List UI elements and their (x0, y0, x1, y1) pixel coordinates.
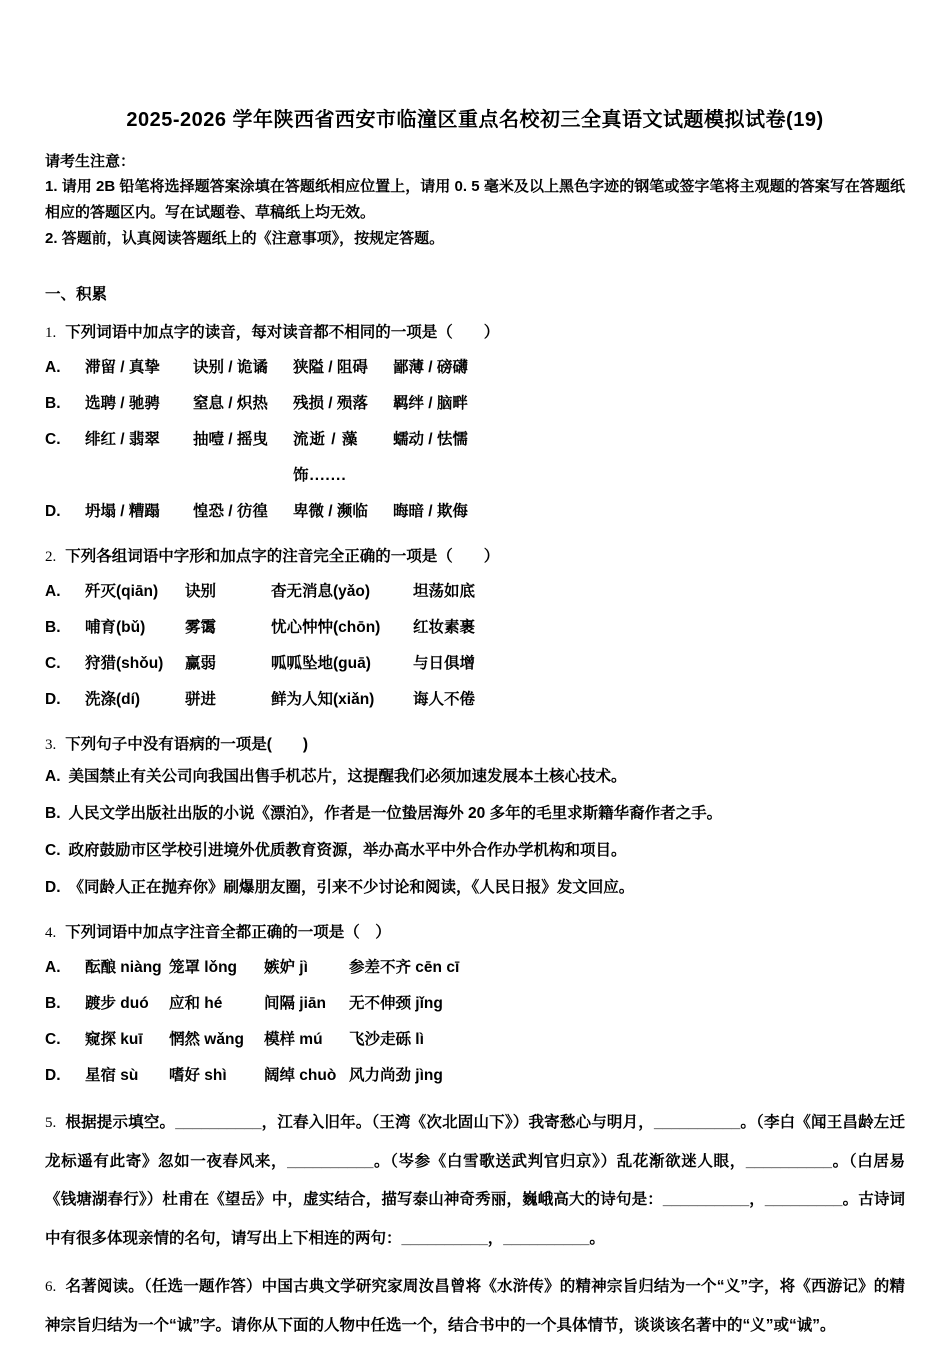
option-label: A. (45, 959, 61, 976)
option-label: D. (45, 503, 61, 520)
question-1 (45, 320, 905, 530)
option-cell: 阔绰 chuò (264, 1067, 337, 1084)
option-cell: 笼罩 lǒng (169, 959, 238, 976)
option-cell: 嗜好 shì (169, 1067, 227, 1084)
option-label: D. (45, 691, 61, 708)
option-cell: 狭隘 / 阻碍 (293, 359, 368, 376)
question-1-stem (45, 320, 905, 346)
option-cell: 流逝 / 藻饰....... (293, 431, 359, 484)
option-cell: 坦荡如底 (413, 583, 476, 600)
option-cell: 晦暗 / 欺侮 (393, 503, 468, 520)
option-cell: 鄙薄 / 磅礴 (393, 359, 468, 376)
option-text: 政府鼓励市区学校引进境外优质教育资源，举办高水平中外合作办学机构和项目。 (68, 842, 627, 859)
option-text: 人民文学出版社出版的小说《漂泊》，作者是一位蛰居海外 20 多年的毛里求斯籍华裔作者之手。 (68, 805, 723, 822)
option-cell: 赢弱 (185, 655, 217, 672)
question-2-stem-text: 下列各组词语中字形和加点字的注音完全正确的一项是（ ） (65, 548, 500, 565)
notice-item-2: 2. 答题前，认真阅读答题纸上的《注意事项》，按规定答题。 (45, 230, 445, 247)
question-6-number: 6. (45, 1279, 57, 1295)
question-3-option-b (45, 795, 905, 832)
option-cell: 残损 / 殒落 (293, 395, 368, 412)
option-label: C. (45, 1031, 61, 1048)
question-2-stem (45, 544, 905, 570)
option-cell: 窒息 / 炽热 (193, 395, 268, 412)
option-text: 《同龄人正在抛弃你》刷爆朋友圈，引来不少讨论和阅读，《人民日报》发文回应。 (68, 879, 635, 896)
question-6 (45, 1268, 905, 1345)
question-5-number: 5. (45, 1115, 57, 1131)
question-4 (45, 920, 905, 1094)
question-3-option-d (45, 869, 905, 906)
question-2-number: 2. (45, 549, 57, 565)
question-4-stem-text: 下列词语中加点字注音全都正确的一项是（ ） (65, 924, 391, 941)
question-4-options (45, 950, 905, 1094)
option-cell: 星宿 sù (85, 1067, 139, 1084)
option-cell: 与日俱增 (413, 655, 476, 672)
option-label: B. (45, 995, 61, 1012)
option-cell: 窥探 kuī (85, 1031, 143, 1048)
option-label: A. (45, 359, 61, 376)
option-cell: 鲜为人知(xiǎn) (271, 691, 375, 708)
question-5 (45, 1104, 905, 1258)
option-cell: 杳无消息(yǎo) (271, 583, 371, 600)
question-3-stem-text: 下列句子中没有语病的一项是( ) (65, 736, 309, 753)
option-cell: 惶恐 / 彷徨 (193, 503, 268, 520)
option-text: 美国禁止有关公司向我国出售手机芯片，这提醒我们必须加速发展本土核心技术。 (68, 768, 627, 785)
option-cell: 洗涤(dí) (85, 691, 141, 708)
option-cell: 蠕动 / 怯懦 (393, 431, 468, 448)
option-cell: 滞留 / 真挚 (85, 359, 160, 376)
option-cell: 踱步 duó (85, 995, 149, 1012)
option-cell: 选聘 / 驰骋 (85, 395, 160, 412)
option-cell: 哺育(bǔ) (85, 619, 146, 636)
option-cell: 红妆素裹 (413, 619, 476, 636)
notice-block (45, 150, 905, 252)
question-1-number: 1. (45, 325, 57, 341)
option-cell: 羁绊 / 脑畔 (393, 395, 468, 412)
option-cell: 模样 mú (264, 1031, 323, 1048)
option-label: A. (45, 768, 61, 785)
question-3 (45, 732, 905, 906)
option-cell: 参差不齐 cēn cī (349, 959, 460, 976)
option-cell: 嫉妒 jì (264, 959, 308, 976)
question-2-options (45, 574, 905, 718)
option-cell: 应和 hé (169, 995, 223, 1012)
option-cell: 呱呱坠地(guā) (271, 655, 371, 672)
option-label: B. (45, 619, 61, 636)
question-1-options (45, 350, 905, 530)
option-label: D. (45, 879, 61, 896)
option-cell: 歼灭(qiān) (85, 583, 159, 600)
question-3-option-a (45, 758, 905, 795)
exam-title: 2025-2026 学年陕西省西安市临潼区重点名校初三全真语文试题模拟试卷(19) (126, 109, 824, 131)
option-cell: 骈进 (185, 691, 217, 708)
option-cell: 风力尚劲 jìng (349, 1067, 443, 1084)
option-cell: 无不伸颈 jǐng (349, 995, 443, 1012)
option-cell: 诀别 (185, 583, 217, 600)
option-cell: 诀别 / 诡谲 (193, 359, 268, 376)
option-cell: 卑微 / 濒临 (293, 503, 368, 520)
option-cell: 绯红 / 翡翠 (85, 431, 160, 448)
option-cell: 忧心忡忡(chōn) (271, 619, 381, 636)
option-label: D. (45, 1067, 61, 1084)
section-heading-accumulation: 一、积累 (45, 286, 108, 303)
question-3-number: 3. (45, 737, 57, 753)
question-4-stem (45, 920, 905, 946)
option-cell: 坍塌 / 糟蹋 (85, 503, 160, 520)
option-label: C. (45, 842, 61, 859)
question-5-text: 根据提示填空。__________，江春入旧年。（王湾《次北固山下》）我寄愁心与明月，__________。（李白《闻王昌龄左迁龙标遥有此寄》忽如一夜春风来，__________。（岑参《白雪歌送武判官归京》）乱花渐欲迷人眼，__________。（白居易《钱塘湖春行》）杜甫在《望岳》中，虚实结合，描写泰山神奇秀丽，巍峨高大的诗句是：__________，_________。古诗词中有很多体现亲情的名句，请写出上下相连的两句：__________，__________。 (45, 1114, 905, 1247)
option-cell: 酝酿 niàng (85, 959, 162, 976)
question-2 (45, 544, 905, 718)
question-3-option-c (45, 832, 905, 869)
option-cell: 抽噎 / 摇曳 (193, 431, 268, 448)
notice-item-1: 1. 请用 2B 铅笔将选择题答案涂填在答题纸相应位置上，请用 0. 5 毫米及以上黑色字迹的钢笔或签字笔将主观题的答案写在答题纸相应的答题区内。写在试题卷、草稿纸上均无效。 (45, 178, 905, 221)
option-label: C. (45, 431, 61, 448)
question-1-stem-text: 下列词语中加点字的读音，每对读音都不相同的一项是（ ） (65, 324, 500, 341)
option-label: C. (45, 655, 61, 672)
option-cell: 惘然 wǎng (169, 1031, 244, 1048)
question-6-text: 名著阅读。（任选一题作答）中国古典文学研究家周汝昌曾将《水浒传》的精神宗旨归结为一个“义”字，将《西游记》的精神宗旨归结为一个“诚”字。请你从下面的人物中任选一个，结合书中的一个具体情节，谈谈该名著中的“义”或“诚”。 (45, 1278, 905, 1334)
question-3-stem (45, 732, 905, 758)
question-4-number: 4. (45, 925, 57, 941)
option-label: B. (45, 395, 61, 412)
option-label: A. (45, 583, 61, 600)
option-label: B. (45, 805, 61, 822)
notice-heading: 请考生注意： (45, 153, 136, 170)
option-cell: 诲人不倦 (413, 691, 476, 708)
option-cell: 雾霭 (185, 619, 217, 636)
option-cell: 飞沙走砾 lì (349, 1031, 424, 1048)
option-cell: 间隔 jiān (264, 995, 327, 1012)
option-cell: 狩猎(shǒu) (85, 655, 164, 672)
